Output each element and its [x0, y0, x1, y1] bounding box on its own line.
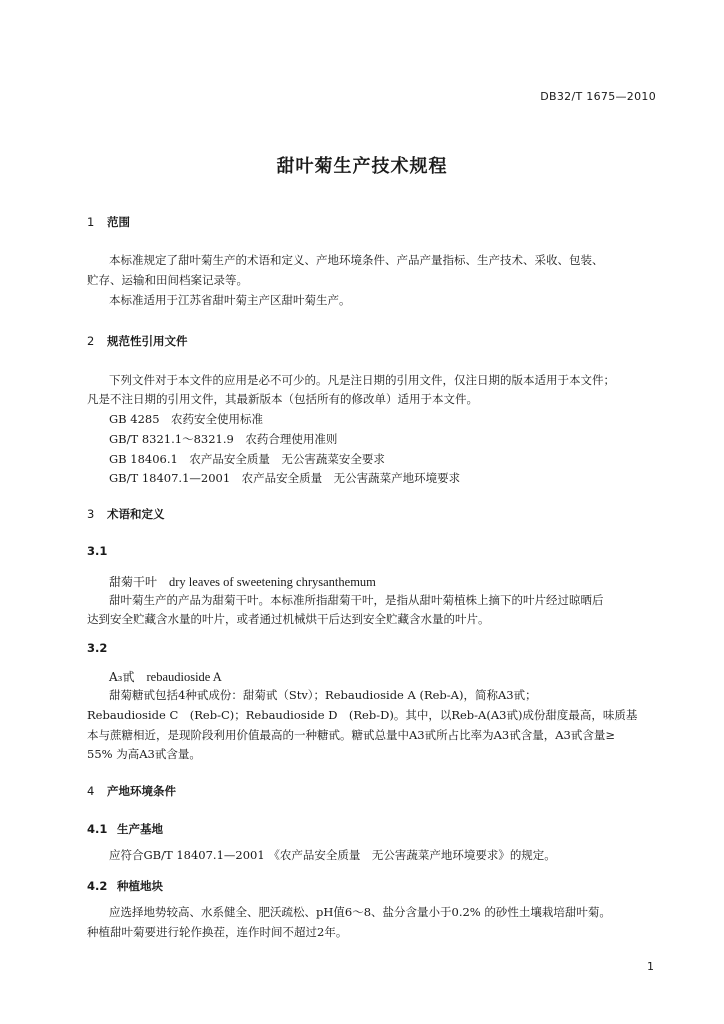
- paragraph-line: 55% 为高A3甙含量。: [87, 747, 201, 761]
- subsection-4-1-heading: [87, 821, 163, 837]
- section-2-heading: [87, 333, 188, 349]
- paragraph-line: 本与蔗糖相近，是现阶段利用价值最高的一种糖甙。糖甙总量中A3甙所占比率为A3甙含量，A3甙含量≥: [87, 728, 615, 742]
- paragraph-line: 种植甜叶菊要进行轮作换茬，连作时间不超过2年。: [87, 925, 348, 939]
- term-entry: [109, 573, 376, 590]
- paragraph-line: 应选择地势较高、水系健全、肥沃疏松、pH值6～8、盐分含量小于0.2% 的砂性土壤栽培甜叶菊。: [109, 905, 611, 919]
- standard-code: DB32/T 1675—2010: [540, 90, 656, 103]
- paragraph-line: 贮存、运输和田间档案记录等。: [87, 273, 248, 287]
- subsection-title: 生产基地: [117, 822, 163, 836]
- term-english: dry leaves of sweetening chrysanthemum: [169, 575, 376, 589]
- document-title: 甜叶菊生产技术规程: [276, 156, 448, 177]
- paragraph-line: 甜叶菊生产的产品为甜菊干叶。本标准所指甜菊干叶，是指从甜叶菊植株上摘下的叶片经过晾晒后: [109, 593, 604, 607]
- section-title: 范围: [107, 215, 130, 229]
- page-number: 1: [647, 960, 654, 973]
- reference-item: GB/T 8321.1～8321.9 农药合理使用准则: [109, 432, 338, 446]
- paragraph-line: 本标准适用于江苏省甜叶菊主产区甜叶菊生产。: [109, 293, 351, 307]
- paragraph-line: Rebaudioside C (Reb-C)；Rebaudioside D (Reb-D)。其中，以Reb-A(A3甙)成份甜度最高，味质基: [87, 708, 638, 722]
- section-number: 2: [87, 334, 95, 348]
- section-number: 4: [87, 784, 95, 798]
- term-chinese: A₃甙: [109, 670, 135, 684]
- section-number: 3: [87, 507, 95, 521]
- paragraph-line: 甜菊糖甙包括4种甙成份：甜菊甙（Stv）；Rebaudioside A (Reb-A)，简称A3甙；: [109, 688, 537, 702]
- term-chinese: 甜菊干叶: [109, 575, 158, 589]
- paragraph-line: 达到安全贮藏含水量的叶片，或者通过机械烘干后达到安全贮藏含水量的叶片。: [87, 612, 490, 626]
- section-3-heading: [87, 506, 165, 522]
- paragraph-line: 凡是不注日期的引用文件，其最新版本（包括所有的修改单）适用于本文件。: [87, 392, 478, 406]
- subsection-title: 种植地块: [117, 879, 163, 893]
- subsection-4-2-heading: [87, 878, 163, 894]
- section-title: 术语和定义: [107, 507, 165, 521]
- subsection-number: 4.1: [87, 822, 108, 836]
- term-english: rebaudioside A: [146, 670, 222, 684]
- reference-item: GB/T 18407.1—2001 农产品安全质量 无公害蔬菜产地环境要求: [109, 471, 461, 485]
- section-4-heading: [87, 783, 176, 799]
- paragraph-line: 下列文件对于本文件的应用是必不可少的。凡是注日期的引用文件，仅注日期的版本适用于本文件；: [109, 373, 615, 387]
- subsection-number: 3.2: [87, 641, 108, 655]
- reference-item: GB 4285 农药安全使用标准: [109, 412, 264, 426]
- subsection-number: 3.1: [87, 544, 108, 558]
- term-entry: [109, 668, 222, 685]
- subsection-number: 4.2: [87, 879, 108, 893]
- reference-item: GB 18406.1 农产品安全质量 无公害蔬菜安全要求: [109, 452, 385, 466]
- paragraph-line: 应符合GB/T 18407.1—2001 《农产品安全质量 无公害蔬菜产地环境要求》的规定。: [109, 848, 556, 862]
- section-title: 规范性引用文件: [107, 334, 188, 348]
- paragraph-line: 本标准规定了甜叶菊生产的术语和定义、产地环境条件、产品产量指标、生产技术、采收、包装、: [109, 253, 604, 267]
- section-title: 产地环境条件: [107, 784, 176, 798]
- section-number: 1: [87, 215, 95, 229]
- section-1-heading: [87, 214, 130, 230]
